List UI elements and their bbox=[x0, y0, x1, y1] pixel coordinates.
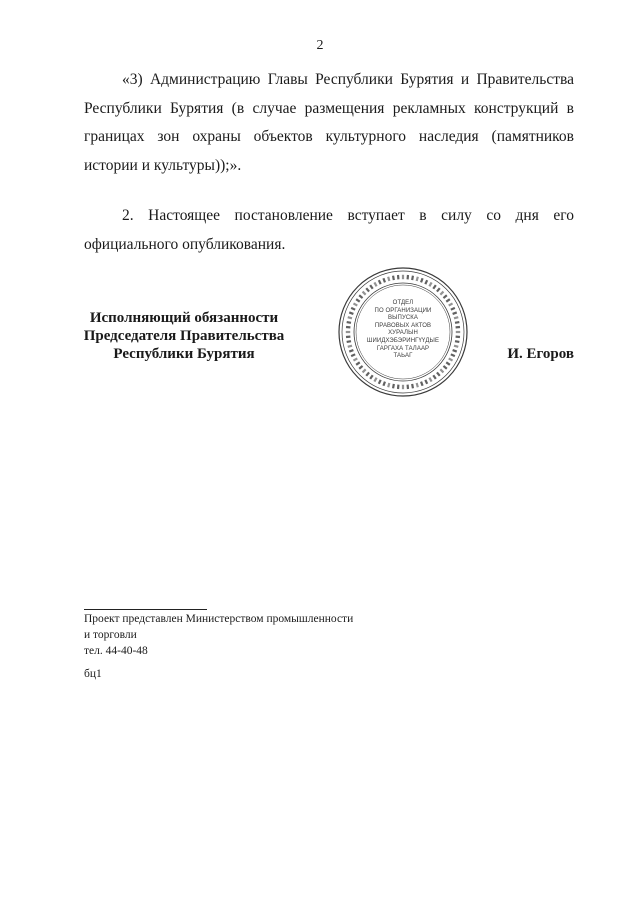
seal-rim-glyph bbox=[378, 280, 382, 285]
seal-rim-glyph bbox=[387, 383, 390, 388]
seal-rim-glyph bbox=[446, 361, 451, 365]
seal-text-line: ГАРГАХА ТАЛААР bbox=[376, 345, 430, 352]
seal-text-line: ТАЬАГ bbox=[393, 353, 413, 360]
seal-rim-glyph bbox=[432, 285, 436, 290]
seal-rim-glyph bbox=[424, 379, 428, 384]
seal-rim-glyph bbox=[358, 365, 363, 370]
seal-rim-glyph bbox=[436, 372, 441, 377]
official-seal bbox=[337, 266, 469, 398]
seal-rim-glyph bbox=[373, 377, 377, 382]
seal-rim-glyph bbox=[436, 287, 441, 292]
seal-text-line: ПО ОРГАНИЗАЦИИ bbox=[374, 307, 432, 314]
seal-rim-glyph bbox=[362, 291, 367, 296]
seal-rim-glyph bbox=[362, 369, 367, 374]
seal-rim-glyph bbox=[397, 385, 400, 390]
seal-rim-glyph bbox=[392, 384, 395, 389]
seal-rim-glyph bbox=[411, 275, 414, 280]
seal-text-line: ПРАВОВЫХ АКТОВ bbox=[374, 322, 432, 329]
seal-rim-glyph bbox=[416, 383, 419, 388]
footnote-phone: тел. 44-40-48 bbox=[84, 645, 148, 657]
seal-rim-glyph bbox=[369, 375, 373, 380]
seal-rim-glyph bbox=[373, 282, 377, 287]
signature-title-line: Исполняющий обязанности bbox=[89, 310, 279, 326]
seal-rim-glyph bbox=[443, 365, 448, 370]
seal-text bbox=[337, 300, 469, 361]
seal-rim-glyph bbox=[420, 278, 424, 283]
seal-rim-glyph bbox=[440, 369, 445, 374]
seal-rim-glyph bbox=[411, 384, 414, 389]
seal-rim-glyph bbox=[428, 377, 432, 382]
paragraph-entry-into-force: 2. Настоящее постановление вступает в силу со дня его официального опубликования. bbox=[84, 207, 574, 253]
signatory-name: И. Егоров bbox=[507, 346, 574, 362]
footnote-project-source-continued: и торговли bbox=[84, 629, 137, 641]
signature-title bbox=[78, 309, 290, 363]
page-number: 2 bbox=[316, 38, 324, 53]
seal-rim-glyph bbox=[402, 385, 404, 389]
seal-rim-glyph bbox=[397, 275, 400, 280]
seal-rim-glyph bbox=[440, 291, 445, 296]
seal-rim-glyph bbox=[443, 294, 448, 299]
seal-rim-glyph bbox=[382, 278, 386, 283]
seal-rim-glyph bbox=[387, 276, 390, 281]
seal-rim-glyph bbox=[407, 385, 410, 390]
seal-rim-glyph bbox=[428, 282, 432, 287]
seal-rim-glyph bbox=[392, 275, 395, 280]
seal-rim-glyph bbox=[365, 372, 370, 377]
footnote-divider bbox=[84, 609, 207, 610]
footnote-project-source: Проект представлен Министерством промышленности bbox=[84, 613, 354, 625]
seal-rim-glyph bbox=[358, 294, 363, 299]
seal-rim-glyph bbox=[382, 381, 386, 386]
seal-text-line: ХУРАЛЫН bbox=[388, 330, 418, 337]
seal-rim-glyph bbox=[365, 287, 370, 292]
seal-rim-glyph bbox=[378, 379, 382, 384]
paragraph-amendment-clause: «3) Администрацию Главы Республики Бурятия и Правительства Республики Бурятия (в случае размещения рекламных конструкций в границах зон охраны объектов культурного наследия (памятников истории и культуры));». bbox=[84, 71, 574, 174]
seal-rim-glyph bbox=[407, 275, 410, 280]
seal-rim-glyph bbox=[424, 280, 428, 285]
seal-text-line: ВЫПУСКА bbox=[388, 315, 418, 322]
signature-title-line: Республики Бурятия bbox=[113, 346, 255, 362]
document-code: бц1 bbox=[84, 668, 102, 680]
seal-text-line: ОТДЕЛ bbox=[392, 300, 414, 306]
seal-rim-glyph bbox=[432, 375, 436, 380]
seal-rim-glyph bbox=[369, 285, 373, 290]
seal-rim-glyph bbox=[420, 381, 424, 386]
seal-rim-glyph bbox=[416, 276, 419, 281]
seal-rim-glyph bbox=[356, 361, 361, 365]
seal-rim-glyph bbox=[402, 275, 404, 279]
seal-text-line: ШИИДХЭБЭРИНГҮҮДЫЕ bbox=[366, 337, 440, 344]
signature-title-line: Председателя Правительства bbox=[83, 328, 285, 344]
